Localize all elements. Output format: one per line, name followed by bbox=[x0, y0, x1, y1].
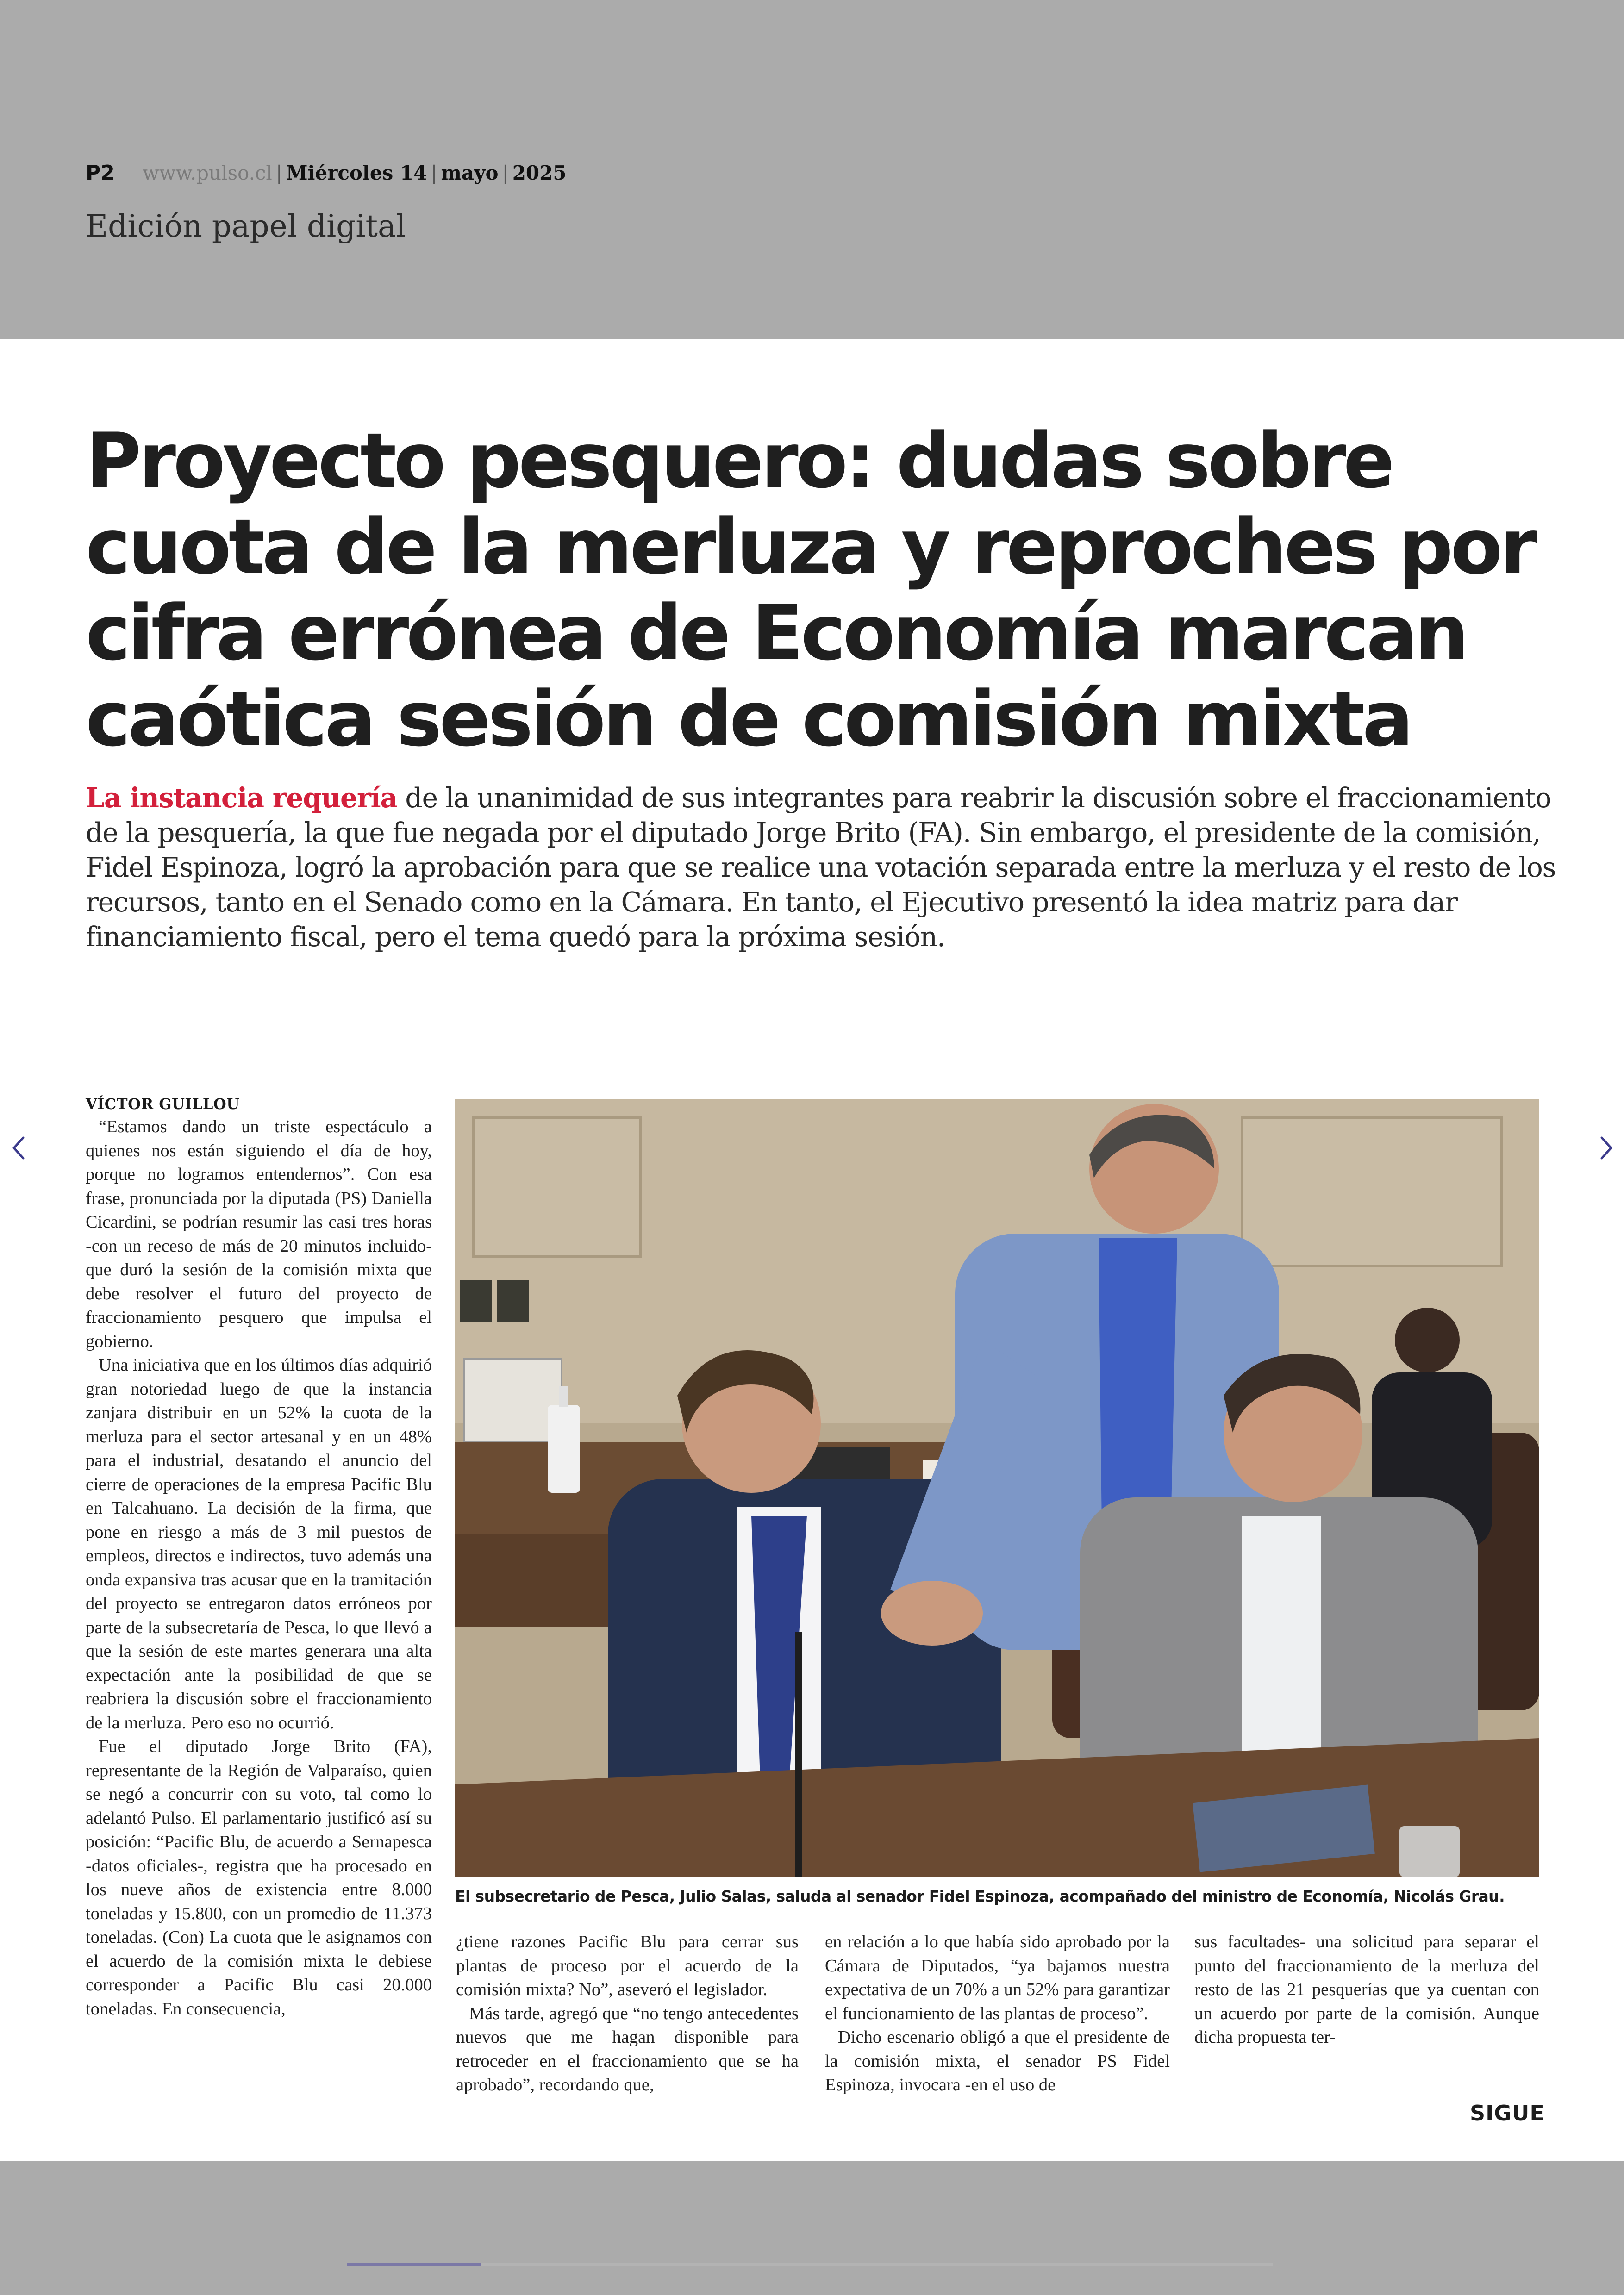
text-column-2 bbox=[456, 1930, 799, 2129]
article-photo bbox=[455, 1099, 1539, 1877]
header-band bbox=[0, 0, 1624, 339]
date-month: mayo bbox=[441, 162, 499, 184]
text-column-3 bbox=[825, 1930, 1170, 2129]
deck-lead: La instancia requería bbox=[86, 782, 398, 814]
photo-caption: El subsecretario de Pesca, Julio Salas, saluda al senador Fidel Espinoza, acompañado del ministro de Economía, Nicolás Grau. bbox=[455, 1887, 1505, 1905]
paragraph: Una iniciativa que en los últimos días adquirió gran notoriedad luego de que la instancia zanjara distribuir en un 52% la cuota de la merluza para el sector artesanal y en un 48% para el industrial, desatando el anuncio del cierre de operaciones de la empresa Pacific Blu en Talcahuano. La decisión de la firma, que pone en riesgo a más de 3 mil puestos de empleos, directos e indirectos, tuvo además una onda expansiva tras acusar que en la tramitación del proyecto se entregaron datos erróneos por parte de la subsecretaría de Pesca, lo que llevó a que la sesión de este martes generara una alta expectación ante la posibilidad de que se reabriera la discusión sobre el fraccionamiento de la merluza. Pero eso no ocurrió. bbox=[86, 1355, 432, 1733]
date-year: 2025 bbox=[512, 162, 567, 184]
site-url: www.pulso.cl bbox=[142, 162, 272, 184]
page-progress-track[interactable] bbox=[347, 2263, 1273, 2266]
deck-text: de la unanimidad de sus integrantes para reabrir la discusión sobre el fraccionamiento de la pesquería, la que fue negada por el diputado Jorge Brito (FA). Sin embargo, el presidente de la comisión, Fidel Espinoza, logró la aprobación para que se realice una votación separada entre la merluza y el resto de los recursos, tanto en el Senado como en la Cámara. En tanto, el Ejecutivo presentó la idea matriz para dar financiamiento fiscal, pero el tema quedó para la próxima sesión. bbox=[86, 782, 1556, 953]
article-deck bbox=[86, 780, 1558, 954]
page-label: P2 bbox=[86, 161, 115, 185]
byline: VÍCTOR GUILLOU bbox=[86, 1095, 240, 1113]
photo-illustration bbox=[455, 1099, 1539, 1877]
folio-line bbox=[86, 161, 567, 185]
paragraph: Fue el diputado Jorge Brito (FA), representante de la Región de Valparaíso, quien se negó a concurrir con su voto, tal como lo adelantó Pulso. El parlamentario justificó así su posición: “Pacific Blu, de acuerdo a Sernapesca -datos oficiales-, registra que ha procesado en los nueve años de existencia entre 8.000 toneladas y 15.800, con un promedio de 11.373 toneladas. (Con) La cuota que le asignamos con el acuerdo de la comisión mixta le debiese corresponder a Pacific Blu casi 20.000 toneladas. En consecuencia, bbox=[86, 1737, 432, 2019]
paragraph: ¿tiene razones Pacific Blu para cerrar sus plantas de proceso por el acuerdo de la comisión mixta? No”, aseveró el legislador. bbox=[456, 1932, 799, 1999]
paragraph: sus facultades- una solicitud para separar el punto del fraccionamiento de la merluza del resto de las 21 pesquerías que ya cuentan con un acuerdo por parte de la comisión. Aunque dicha propuesta ter- bbox=[1194, 1932, 1539, 2047]
article-headline: Proyecto pesquero: dudas sobre cuota de la merluza y reproches por cifra errónea de Economía marcan caótica sesión de comisión mixta bbox=[86, 417, 1535, 763]
chevron-right-icon bbox=[1593, 1129, 1620, 1166]
page-progress-fill bbox=[347, 2263, 481, 2266]
text-column-1 bbox=[86, 1115, 432, 2175]
edition-label: Edición papel digital bbox=[86, 208, 406, 244]
separator: | bbox=[431, 162, 437, 184]
chevron-left-icon bbox=[5, 1129, 32, 1166]
date-weekday: Miércoles 14 bbox=[286, 162, 427, 184]
newspaper-page bbox=[0, 339, 1624, 2161]
next-page-button[interactable] bbox=[1593, 1129, 1620, 1166]
continue-label: SIGUE bbox=[1470, 2101, 1545, 2126]
paragraph: Dicho escenario obligó a que el presidente de la comisión mixta, el senador PS Fidel Espinoza, invocara -en el uso de bbox=[825, 2027, 1170, 2095]
separator: | bbox=[502, 162, 509, 184]
reader-footer bbox=[0, 2161, 1624, 2295]
paragraph: “Estamos dando un triste espectáculo a quienes nos están siguiendo el día de hoy, porque no logramos entendernos”. Con esa frase, pronunciada por la diputada (PS) Daniella Cicardini, se podrían resumir las casi tres horas -con un receso de más de 20 minutos incluido- que duró la sesión de la comisión mixta que debe resolver el futuro del proyecto de fraccionamiento pesquero que impulsa el gobierno. bbox=[86, 1117, 432, 1351]
paragraph: Más tarde, agregó que “no tengo antecedentes nuevos que me hagan disponible para retroceder en el fraccionamiento que se ha aprobado”, recordando que, bbox=[456, 2003, 799, 2095]
separator: | bbox=[275, 162, 283, 184]
paragraph: en relación a lo que había sido aprobado por la Cámara de Diputados, “ya bajamos nuestra expectativa de un 70% a un 52% para garantizar el funcionamiento de las plantas de proceso”. bbox=[825, 1932, 1170, 2023]
text-column-4 bbox=[1194, 1930, 1539, 2051]
previous-page-button[interactable] bbox=[5, 1129, 32, 1166]
